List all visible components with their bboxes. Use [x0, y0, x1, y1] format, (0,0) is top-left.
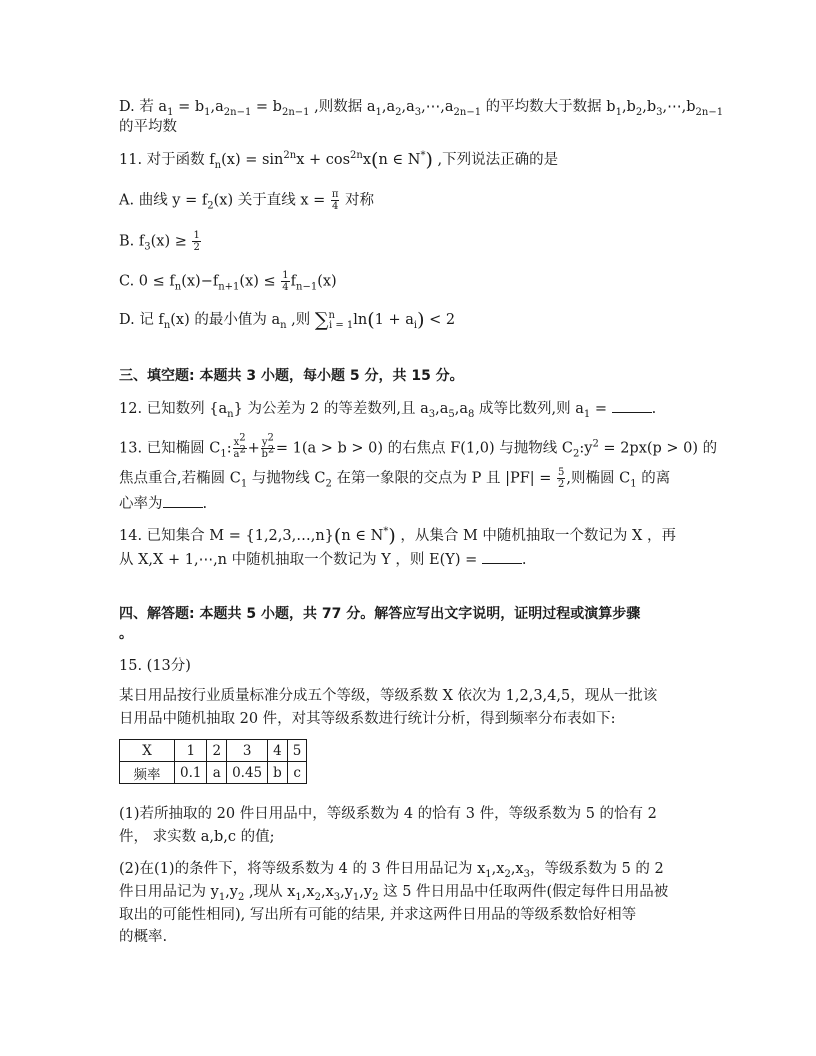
answer-blank: [163, 493, 203, 508]
question-14-line-2: 从 X,X + 1,⋯,n 中随机抽取一个数记为 Y ，则 E(Y) = .: [119, 549, 526, 570]
section-3-heading: 三、填空题: 本题共 3 小题，每小题 5 分，共 15 分。: [119, 368, 464, 384]
table-cell: 3: [227, 740, 268, 762]
table-cell: 2: [207, 740, 227, 762]
answer-blank: [482, 549, 522, 564]
question-15-paragraph-2: 日用品中随机抽取 20 件，对其等级系数进行统计分析，得到频率分布表如下:: [119, 711, 616, 727]
option-d-line-1: D. 若 $a_1 = b_1,a_{2n-1} = b_{2n-1}$ ,则数据 $a_1,a_2,a_3,\cdots,a_{2n-1}$ 的平均数大于数据 $b_1,b_2,b_3,\cdots,b_{2n-1}$: [119, 99, 724, 118]
table-row: [120, 762, 307, 784]
table-cell: 0.45: [227, 762, 268, 784]
section-4-heading: 四、解答题: 本题共 5 小题，共 77 分。解答应写出文字说明，证明过程或演算步骤: [119, 606, 641, 622]
table-cell: 0.1: [175, 762, 207, 784]
question-11-option-d: D. 记 $f_n(x)$ 的最小值为 $a_n$ ,则 $\sum^n_{i = 1}\ln(1 + a_i) < 2$: [119, 309, 456, 331]
table-cell: X: [120, 740, 175, 762]
question-14-line-1: 14. 已知集合 M = {1,2,3,…,n}(n ∈ N*) ，从集合 M 中随机抽取一个数记为 X ，再: [119, 525, 676, 547]
option-d-line-2: 的平均数: [119, 119, 177, 135]
question-15-part-2-line-4: 的概率.: [119, 929, 168, 945]
question-13-line-1: 13. 已知椭圆 $C_1$: $\frac{x^2}{a^2}$ + $\frac{y^2}{b^2}$ = 1(a > b > 0) 的右焦点 F(1,0) 与抛物线 $C_2:y^2 = 2px(p > 0)$ 的: [119, 432, 718, 460]
question-11-option-b: B. $f_3(x)$ ≥ $\frac{1}{2}$: [119, 230, 200, 253]
section-4-heading-cont: 。: [119, 626, 133, 642]
question-13-line-2: 焦点重合,若椭圆 $C_1$ 与抛物线 $C_2$ 在第一象限的交点为 P 且 |PF| = $\frac{5}{2}$ ,则椭圆 $C_1$ 的离: [119, 467, 671, 490]
table-cell: c: [287, 762, 307, 784]
answer-blank: [612, 398, 652, 413]
question-15-part-2-line-1: (2)在(1)的条件下，将等级系数为 4 的 3 件日用品记为 $x_1,x_2,x_3$，等级系数为 5 的 2: [119, 861, 664, 880]
table-cell: 频率: [120, 762, 175, 784]
table-cell: a: [207, 762, 227, 784]
question-11: 11. 对于函数 $f_n(x) = \sin^{2n}x + \cos^{2n}x(n$ ∈ N*) ,下列说法正确的是: [119, 149, 559, 171]
table-cell: b: [268, 762, 288, 784]
frequency-table: [119, 739, 307, 784]
question-15-part-2-line-2: 件日用品记为 $y_1,y_2$ ,现从 $x_1,x_2,x_3,y_1,y_2$ 这 5 件日用品中任取两件(假定每件日用品被: [119, 884, 669, 903]
question-15-part-1-line-1: (1)若所抽取的 20 件日用品中，等级系数为 4 的恰有 3 件，等级系数为 5 的恰有 2: [119, 806, 657, 822]
question-11-option-a: A. 曲线 $y = f_2(x)$ 关于直线 x = $\frac{\pi}{4}$ 对称: [119, 189, 375, 212]
question-15-paragraph-1: 某日用品按行业质量标准分成五个等级，等级系数 X 依次为 1,2,3,4,5，现从一批该: [119, 688, 658, 704]
table-cell: 4: [268, 740, 288, 762]
table-header-row: [120, 740, 307, 762]
question-13-line-3: 心率为 .: [119, 493, 207, 514]
table-cell: 5: [287, 740, 307, 762]
table-cell: 1: [175, 740, 207, 762]
question-12: 12. 已知数列 $\{a_n\}$ 为公差为 2 的等差数列,且 $a_3,a_5,a_8$ 成等比数列,则 $a_1$ = .: [119, 398, 656, 419]
question-15: 15. (13分): [119, 658, 191, 674]
question-15-part-2-line-3: 取出的可能性相同), 写出所有可能的结果, 并求这两件日用品的等级系数恰好相等: [119, 907, 637, 923]
question-11-option-c: C. $0 \le f_n(x)-f_{n+1}(x)$ ≤ $\frac{1}{4}$ $f_{n-1}(x)$: [119, 270, 337, 293]
question-15-part-1-line-2: 件， 求实数 a,b,c 的值;: [119, 829, 275, 845]
